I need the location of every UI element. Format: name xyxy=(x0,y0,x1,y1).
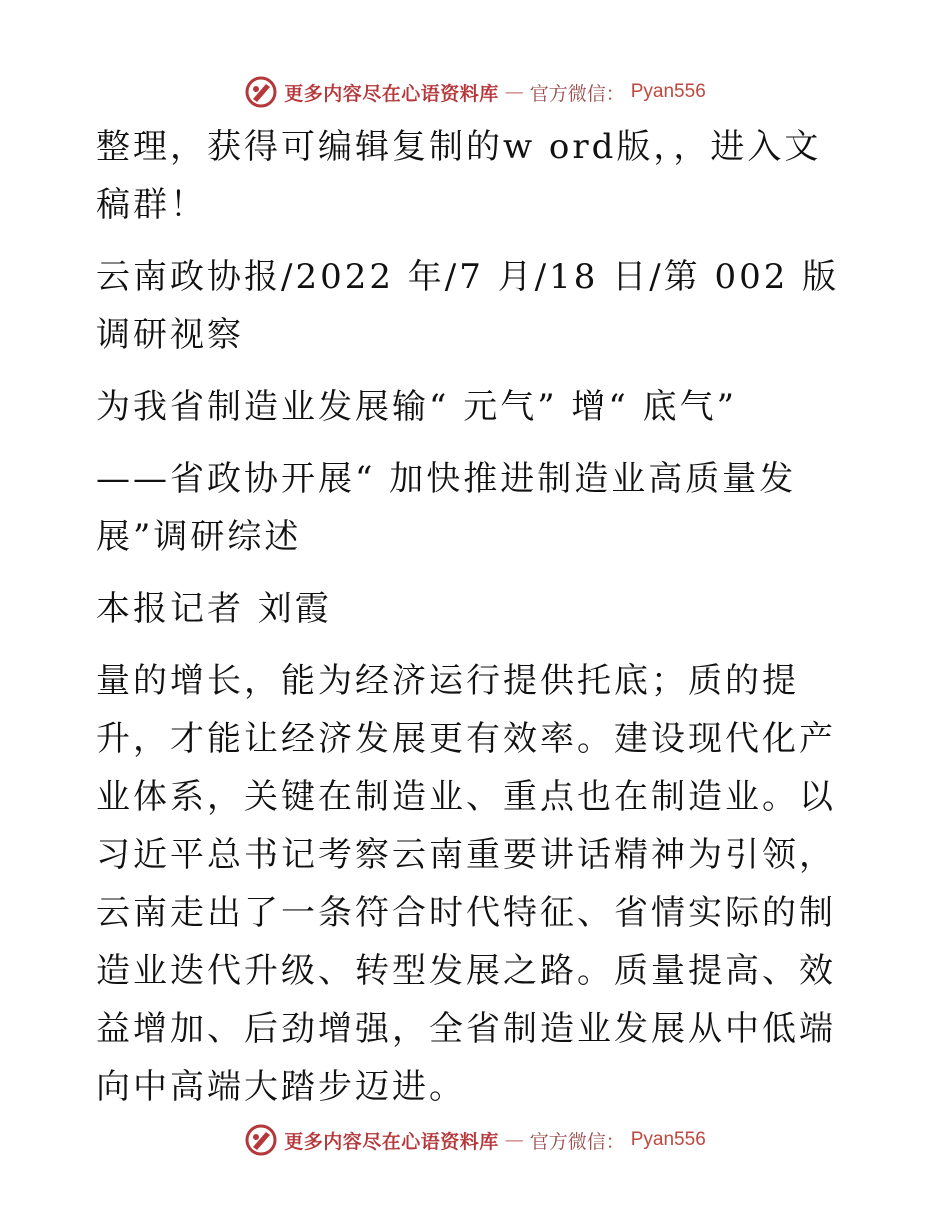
watermark-wechat-label: 官方微信： xyxy=(529,1130,625,1153)
watermark-wechat-label: 官方微信： xyxy=(529,82,625,105)
watermark-brand: 更多内容尽在心语资料库 xyxy=(284,1130,499,1153)
body-paragraph: 量的增长，能为经济运行提供托底；质的提升，才能让经济发展更有效率。建设现代化产业体系，关键在制造业、重点也在制造业。以习近平总书记考察云南重要讲话精神为引领，云南走出了一条符合时代特征、省情实际的制造业迭代升级、转型发展之路。质量提高、效益增加、后劲增强，全省制造业发展从中低端向中高端大踏步迈进。 xyxy=(96,661,836,1107)
brand-logo-icon xyxy=(244,1123,278,1157)
byline: 本报记者 刘霞 xyxy=(96,589,332,629)
watermark-wechat-id: Pyan556 xyxy=(630,1129,706,1150)
header-watermark xyxy=(0,72,950,112)
article-title: 为我省制造业发展输“ 元气” 增“ 底气” xyxy=(96,387,737,427)
watermark-brand: 更多内容尽在心语资料库 xyxy=(284,82,499,105)
source-line: 云南政协报/2022 年/7 月/18 日/第 002 版调研视察 xyxy=(96,257,840,355)
intro-note: 整理，获得可编辑复制的w ord版，，进入文稿群！ xyxy=(96,127,822,225)
document-body xyxy=(96,118,856,1116)
watermark-wechat-id: Pyan556 xyxy=(630,81,706,102)
watermark-separator: — xyxy=(504,81,524,103)
footer-watermark xyxy=(0,1120,950,1160)
watermark-separator: — xyxy=(504,1129,524,1151)
article-subtitle: ——省政协开展“ 加快推进制造业高质量发展”调研综述 xyxy=(96,459,797,557)
brand-logo-icon xyxy=(244,75,278,109)
